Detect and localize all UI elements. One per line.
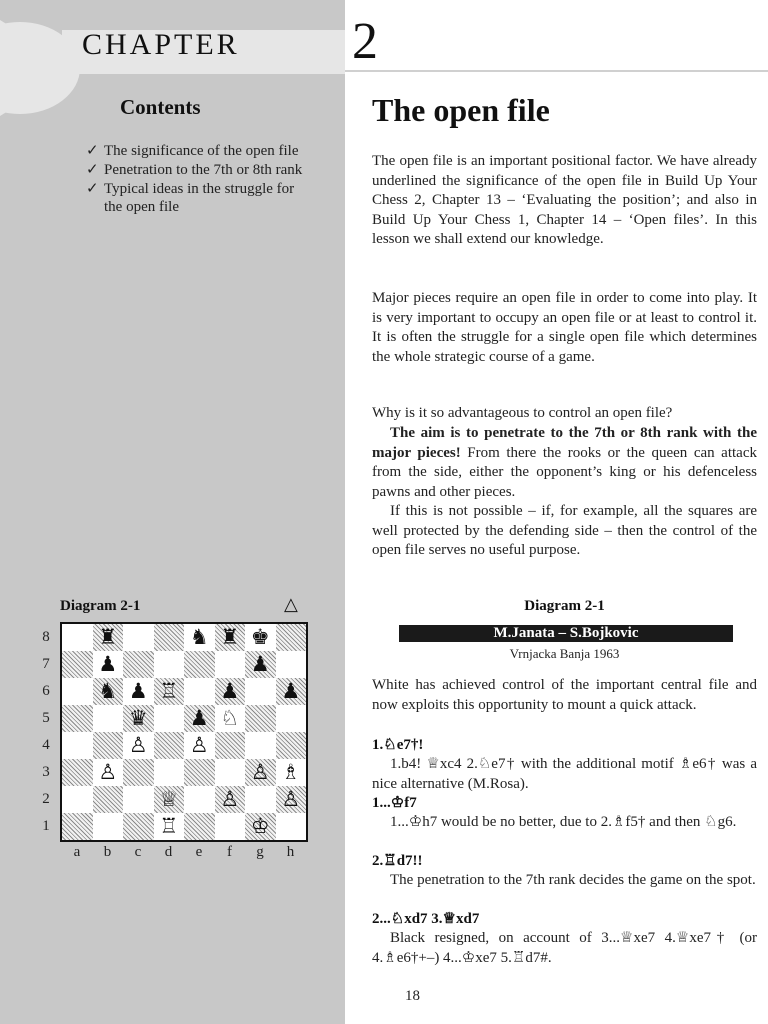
chess-piece: ♞ <box>98 679 118 703</box>
board-square-f7 <box>215 651 246 678</box>
board-square-f6 <box>215 678 246 705</box>
board-square-a2 <box>62 786 93 813</box>
players-banner: M.Janata – S.Bojkovic <box>399 625 733 642</box>
chess-piece: ♗ <box>281 760 301 784</box>
check-icon: ✓ <box>86 162 99 178</box>
chess-piece: ♙ <box>128 733 148 757</box>
file-label: g <box>256 844 264 860</box>
board-square-c2 <box>123 786 154 813</box>
board-square-b4 <box>93 732 124 759</box>
paragraph-white-control: White has achieved control of the important central file and now exploits this opportunity to mount a quick attack. <box>372 677 757 713</box>
board-square-g2 <box>245 786 276 813</box>
board-square-f2 <box>215 786 246 813</box>
board-square-d3 <box>154 759 185 786</box>
header-rule <box>345 70 768 72</box>
rank-label: 6 <box>42 683 50 699</box>
board-square-a4 <box>62 732 93 759</box>
board-square-b6 <box>93 678 124 705</box>
chess-piece: ♖ <box>159 679 179 703</box>
file-label: b <box>103 844 112 860</box>
board-square-b2 <box>93 786 124 813</box>
paragraph-intro <box>372 152 757 250</box>
contents-item-text: The significance of the open file <box>104 143 299 159</box>
board-square-e8 <box>184 624 215 651</box>
board-square-e6 <box>184 678 215 705</box>
board-square-b8 <box>93 624 124 651</box>
chess-piece: ♚ <box>250 625 270 649</box>
paragraph-not-possible: If this is not possible – if, for example, all the squares are well protected by the defending side – then the control of the open file serves no useful purpose. <box>372 503 757 558</box>
board-square-g6 <box>245 678 276 705</box>
chess-piece: ♜ <box>220 625 240 649</box>
board-square-f1 <box>215 813 246 840</box>
board-square-c5 <box>123 705 154 732</box>
move-3: 2.♖d7!! <box>372 853 423 869</box>
board-square-e7 <box>184 651 215 678</box>
board-square-b1 <box>93 813 124 840</box>
board-square-h7 <box>276 651 307 678</box>
move-1: 1.♘e7†! <box>372 737 424 753</box>
board-square-a8 <box>62 624 93 651</box>
file-label: h <box>286 844 295 860</box>
white-to-move-icon: △ <box>284 594 298 614</box>
chess-board <box>60 622 308 842</box>
move-4: 2...♘xd7 3.♕xd7 <box>372 911 480 927</box>
diagram-caption: Diagram 2-1 <box>60 598 141 614</box>
board-square-e4 <box>184 732 215 759</box>
paragraph-major-pieces: Major pieces require an open file in order to come into play. It is very important to occupy an open file or at least to control it. It is often the struggle for a single open file which determines the whole strategic course of a game. <box>372 290 757 365</box>
board-square-g4 <box>245 732 276 759</box>
board-square-e1 <box>184 813 215 840</box>
board-square-e5 <box>184 705 215 732</box>
move-2: 1...♔f7 <box>372 795 417 811</box>
board-square-e2 <box>184 786 215 813</box>
board-square-g7 <box>245 651 276 678</box>
page-number: 18 <box>405 988 420 1004</box>
board-square-a1 <box>62 813 93 840</box>
contents-list <box>86 142 316 217</box>
chess-piece: ♙ <box>250 760 270 784</box>
board-square-e3 <box>184 759 215 786</box>
chess-piece: ♟ <box>281 679 301 703</box>
check-icon: ✓ <box>86 181 99 197</box>
board-square-c3 <box>123 759 154 786</box>
chess-piece: ♟ <box>220 679 240 703</box>
file-label: c <box>134 844 142 860</box>
board-square-c1 <box>123 813 154 840</box>
aim-rest-text: From there the rooks or the queen can attack from the side, either the opponent’s king or his defenceless pawns and other pieces. <box>372 444 757 500</box>
board-square-f8 <box>215 624 246 651</box>
board-square-g8 <box>245 624 276 651</box>
board-square-h4 <box>276 732 307 759</box>
board-square-d2 <box>154 786 185 813</box>
contents-item <box>86 180 316 216</box>
board-square-f5 <box>215 705 246 732</box>
rank-label: 7 <box>42 656 50 672</box>
file-label: d <box>164 844 173 860</box>
rank-label: 1 <box>42 818 50 834</box>
chapter-number: 2 <box>352 13 378 70</box>
rank-label: 4 <box>42 737 50 753</box>
aim-bold-text: The aim is to penetrate to the 7th or 8th rank with the major pieces! <box>372 425 757 461</box>
rank-label: 8 <box>42 629 50 645</box>
chapter-label: CHAPTER <box>82 28 240 61</box>
board-square-h2 <box>276 786 307 813</box>
note-3: The penetration to the 7th rank decides the game on the spot. <box>390 872 756 888</box>
file-label: f <box>227 844 232 860</box>
board-square-c8 <box>123 624 154 651</box>
contents-item <box>86 161 316 179</box>
board-square-a3 <box>62 759 93 786</box>
contents-item-text: Typical ideas in the struggle for the open file <box>104 181 295 215</box>
chess-piece: ♟ <box>189 706 209 730</box>
note-4: Black resigned, on account of 3...♕xe7 4.♕xe7† (or 4.♗e6†+–) 4...♔xe7 5.♖d7#. <box>372 930 757 966</box>
board-square-h6 <box>276 678 307 705</box>
board-square-b3 <box>93 759 124 786</box>
chess-piece: ♙ <box>189 733 209 757</box>
board-square-b7 <box>93 651 124 678</box>
board-square-d8 <box>154 624 185 651</box>
board-square-h1 <box>276 813 307 840</box>
chess-piece: ♙ <box>98 760 118 784</box>
chess-piece: ♕ <box>159 787 179 811</box>
note-1: 1.b4! ♕xc4 2.♘e7† with the additional motif ♗e6† was a nice alternative (M.Rosa). <box>372 756 757 792</box>
board-square-g1 <box>245 813 276 840</box>
board-square-d5 <box>154 705 185 732</box>
chess-piece: ♛ <box>128 706 148 730</box>
paragraph-aim <box>372 424 757 502</box>
rank-label: 3 <box>42 764 50 780</box>
contents-title: Contents <box>120 95 201 119</box>
contents-item-text: Penetration to the 7th or 8th rank <box>104 162 303 178</box>
check-icon: ✓ <box>86 143 99 159</box>
rank-label: 5 <box>42 710 50 726</box>
board-square-c7 <box>123 651 154 678</box>
board-square-h5 <box>276 705 307 732</box>
chess-piece: ♟ <box>98 652 118 676</box>
chess-piece: ♘ <box>220 706 240 730</box>
board-square-h3 <box>276 759 307 786</box>
paragraph-question: Why is it so advantageous to control an open file? <box>372 405 673 421</box>
chess-piece: ♙ <box>220 787 240 811</box>
page-title: The open file <box>372 92 550 128</box>
board-square-d4 <box>154 732 185 759</box>
board-square-d1 <box>154 813 185 840</box>
rank-label: 2 <box>42 791 50 807</box>
board-square-a7 <box>62 651 93 678</box>
board-square-b5 <box>93 705 124 732</box>
board-square-f3 <box>215 759 246 786</box>
board-square-c6 <box>123 678 154 705</box>
intro-text: The open file is an important positional factor. We have already underlined the significance of the open file in Build Up Your Chess 2, Chapter 13 – ‘Evaluating the position’; and also in Build Up Your Chess 1, Chapter 14 – ‘Open files’. In this lesson we shall extend our knowledge. <box>372 153 757 247</box>
diagram-heading: Diagram 2-1 <box>524 598 605 614</box>
game-venue: Vrnjacka Banja 1963 <box>509 646 620 661</box>
board-square-a5 <box>62 705 93 732</box>
chess-piece: ♙ <box>281 787 301 811</box>
board-square-d6 <box>154 678 185 705</box>
chess-piece: ♖ <box>159 814 179 838</box>
chess-piece: ♜ <box>98 625 118 649</box>
board-square-c4 <box>123 732 154 759</box>
chess-piece: ♟ <box>250 652 270 676</box>
board-square-g5 <box>245 705 276 732</box>
file-label: a <box>73 844 81 860</box>
note-2: 1...♔h7 would be no better, due to 2.♗f5† and then ♘g6. <box>390 814 737 830</box>
chess-piece: ♔ <box>250 814 270 838</box>
board-square-d7 <box>154 651 185 678</box>
chess-piece: ♟ <box>128 679 148 703</box>
chess-piece: ♞ <box>189 625 209 649</box>
board-square-a6 <box>62 678 93 705</box>
file-label: e <box>195 844 203 860</box>
board-square-f4 <box>215 732 246 759</box>
board-square-g3 <box>245 759 276 786</box>
board-square-h8 <box>276 624 307 651</box>
contents-item <box>86 142 316 160</box>
